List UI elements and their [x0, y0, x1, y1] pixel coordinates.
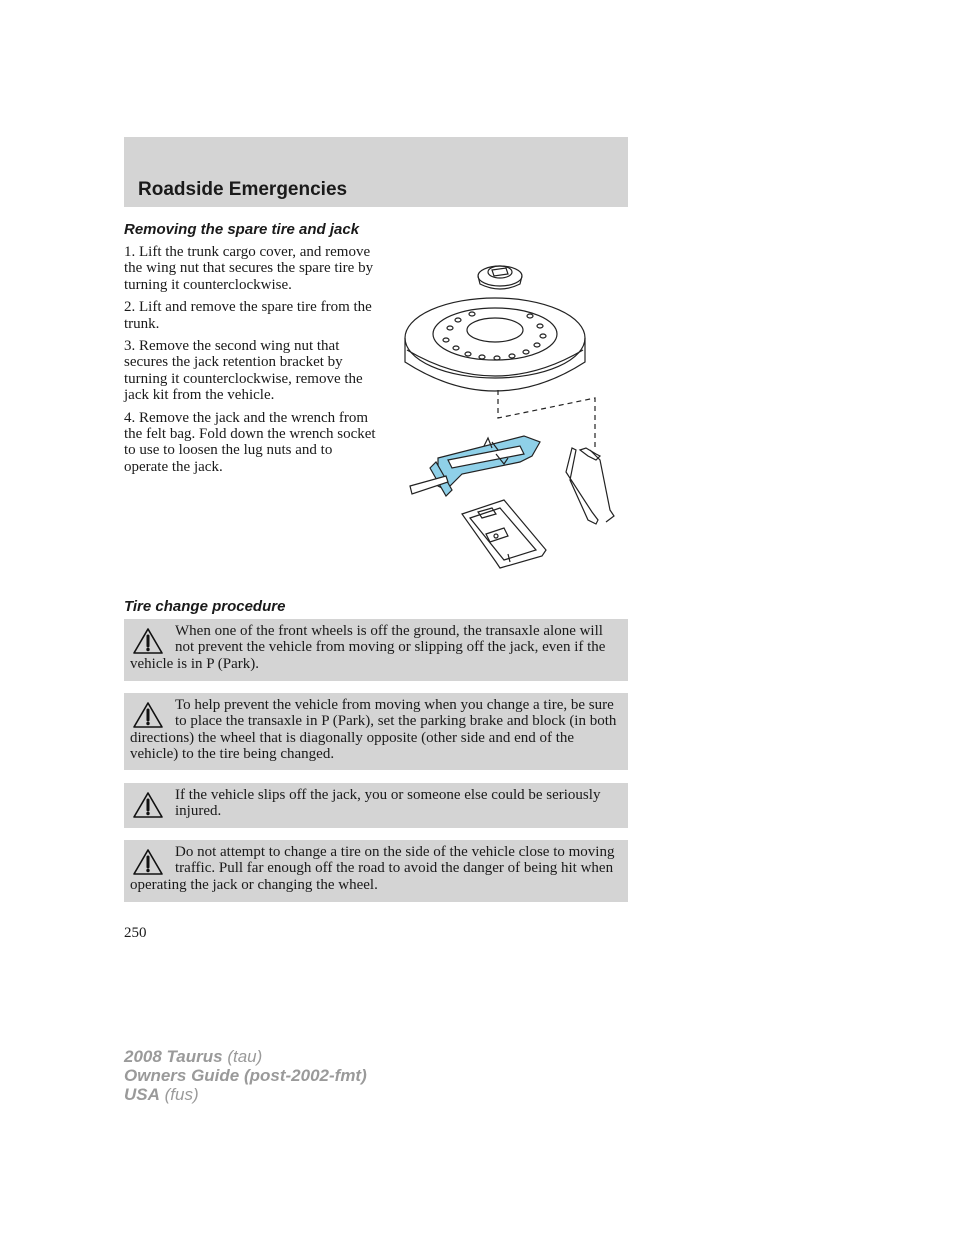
step-item: 1. Lift the trunk cargo cover, and remove the wing nut that secures the spare tire by turning it counterclockwise. [124, 244, 374, 293]
page-number: 250 [124, 925, 147, 941]
step-item: 2. Lift and remove the spare tire from the trunk. [124, 299, 372, 332]
section-header-band [124, 137, 628, 207]
warning-triangle-icon [132, 701, 164, 729]
footer-guide: Owners Guide (post-2002-fmt) [124, 1066, 367, 1085]
jack-bag-icon [410, 436, 540, 496]
footer-market-code: (fus) [159, 1085, 199, 1104]
footer-line [124, 1047, 367, 1066]
warning-triangle-icon [132, 848, 164, 876]
subheading-removing-spare: Removing the spare tire and jack [124, 221, 360, 238]
step-item: 3. Remove the second wing nut that secures the jack retention bracket by turning it counterclockwise, remove the jack kit from the vehicle. [124, 338, 363, 404]
document-footer [124, 1047, 367, 1104]
warning-box [124, 619, 628, 681]
footer-line [124, 1085, 367, 1104]
warning-triangle-icon [132, 791, 164, 819]
footer-model-code: (tau) [222, 1047, 263, 1066]
warning-box [124, 783, 628, 828]
warning-text: If the vehicle slips off the jack, you or someone else could be seriously injured. [175, 787, 601, 820]
footer-market: USA [124, 1085, 160, 1104]
wing-nut-icon [478, 266, 522, 289]
section-title: Roadside Emergencies [138, 179, 348, 200]
warning-triangle-icon [132, 627, 164, 655]
warning-text: To help prevent the vehicle from moving when you change a tire, be sure to place the transaxle in P (Park), set the parking brake and block (in both directions) the wheel that is diagonally opposite (other side and end of the vehicle) to the tire being changed. [130, 697, 617, 763]
footer-line [124, 1066, 367, 1085]
step-item: 4. Remove the jack and the wrench from the felt bag. Fold down the wrench socket to use to loosen the lug nuts and to operate the jack. [124, 409, 376, 475]
warning-text: When one of the front wheels is off the ground, the transaxle alone will not prevent the vehicle from moving or slipping off the jack, even if the vehicle is in P (Park). [130, 623, 606, 672]
footer-model: 2008 Taurus [124, 1047, 223, 1066]
warning-box [124, 693, 628, 770]
warning-text: Do not attempt to change a tire on the side of the vehicle close to moving traffic. Pull far enough off the road to avoid the danger of being hit when operating the jack or changing the wheel. [130, 844, 615, 893]
tool-tray-icon [462, 500, 546, 568]
steps-list [124, 244, 379, 481]
jack-bracket-icon [566, 448, 614, 524]
spare-tire-icon [405, 298, 585, 391]
warning-box [124, 840, 628, 902]
spare-tire-jack-illustration [400, 250, 632, 572]
subheading-tire-change: Tire change procedure [124, 598, 286, 615]
